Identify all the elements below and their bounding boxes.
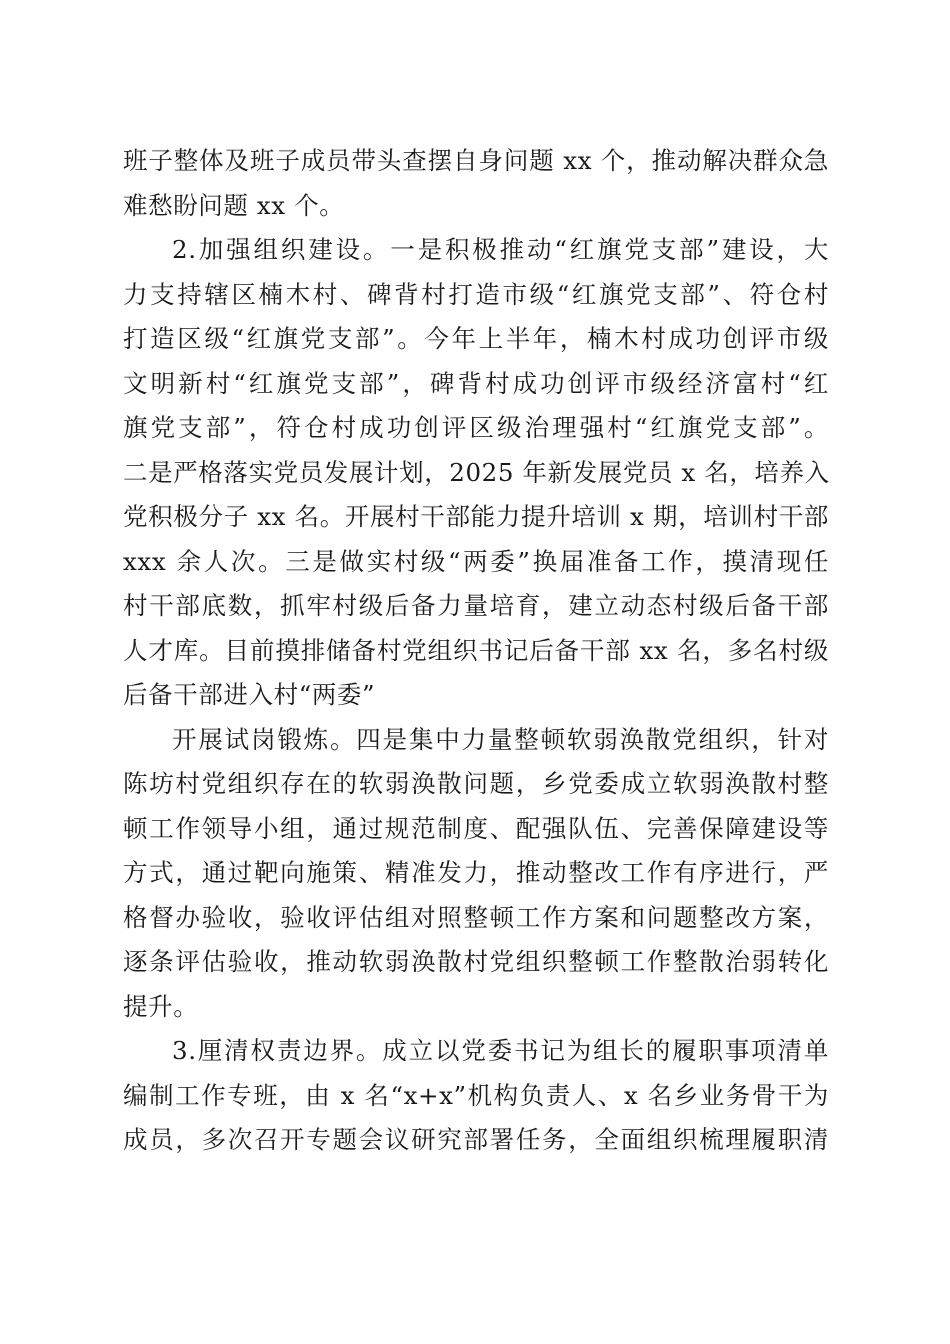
text-line: 陈坊村党组织存在的软弱涣散问题，乡党委成立软弱涣散村整 bbox=[123, 769, 829, 798]
text-line: 班子整体及班子成员带头查摆自身问题 xx 个，推动解决群众急 bbox=[123, 146, 829, 175]
paragraph-1 bbox=[123, 139, 829, 228]
text-line: 文明新村“红旗党支部”，碑背村成功创评市级经济富村“红 bbox=[123, 368, 829, 398]
text-line: xxx 余人次。三是做实村级“两委”换届准备工作，摸清现任 bbox=[123, 546, 829, 576]
text-line: 打造区级“红旗党支部”。今年上半年，楠木村成功创评市级 bbox=[123, 324, 829, 353]
text-line: 旗党支部”，符仓村成功创评区级治理强村“红旗党支部”。 bbox=[123, 413, 829, 442]
text-line: 力支持辖区楠木村、碑背村打造市级“红旗党支部”、符仓村 bbox=[123, 279, 829, 309]
text-line: 格督办验收，验收评估组对照整顿工作方案和问题整改方案， bbox=[123, 902, 829, 932]
text-line: 后备干部进入村“两委” bbox=[123, 680, 376, 709]
text-line: 人才库。目前摸排储备村党组织书记后备干部 xx 名，多名村级 bbox=[123, 635, 829, 665]
document-body bbox=[123, 139, 829, 1163]
text-line: 方式，通过靶向施策、精准发力，推动整改工作有序进行，严 bbox=[123, 858, 829, 887]
text-line: 村干部底数，抓牢村级后备力量培育，建立动态村级后备干部 bbox=[123, 591, 829, 620]
text-line: 党积极分子 xx 名。开展村干部能力提升培训 x 期，培训村干部 bbox=[123, 502, 829, 531]
text-line: 逐条评估验收，推动软弱涣散村党组织整顿工作整散治弱转化 bbox=[123, 947, 829, 976]
paragraph-4 bbox=[123, 1029, 829, 1163]
text-line: 2.加强组织建设。一是积极推动“红旗党支部”建设，大 bbox=[172, 235, 829, 264]
text-line: 提升。 bbox=[123, 991, 199, 1021]
paragraph-3 bbox=[123, 718, 829, 1030]
text-line: 二是严格落实党员发展计划，2025 年新发展党员 x 名，培养入 bbox=[123, 457, 830, 487]
text-line: 顿工作领导小组，通过规范制度、配强队伍、完善保障建设等 bbox=[123, 813, 829, 843]
text-line: 编制工作专班，由 x 名“x+x”机构负责人、x 名乡业务骨干为 bbox=[123, 1080, 829, 1110]
text-line: 3.厘清权责边界。成立以党委书记为组长的履职事项清单 bbox=[172, 1036, 829, 1065]
paragraph-2 bbox=[123, 228, 829, 718]
text-line: 开展试岗锻炼。四是集中力量整顿软弱涣散党组织，针对 bbox=[172, 724, 829, 754]
text-line: 难愁盼问题 xx 个。 bbox=[123, 190, 345, 220]
text-line: 成员，多次召开专题会议研究部署任务，全面组织梳理履职清 bbox=[123, 1125, 829, 1154]
